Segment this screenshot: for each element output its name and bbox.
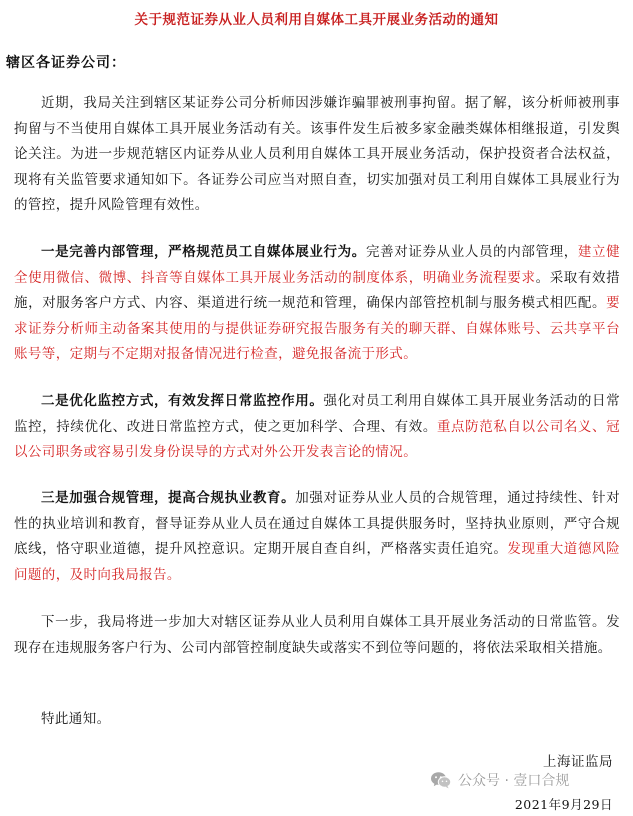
highlighted-requirement: 重点防范私自以公司名义、冠以公司职务或容易引发身份误导的方式对外公开发表言论的情况。	[14, 418, 621, 460]
paragraph-text: 加强对证券从业人员的合规管理，通过持续性、针对性的执业培训和教育，督导证券从业人员在通过自媒体工具提供服务时，坚持执业原则，严守合规底线，恪守职业道德，提升风控意识。定期开展自查自纠，严格落实责任追究。	[14, 490, 620, 557]
paragraph-internal-management	[14, 240, 620, 368]
salutation: 辖区各证券公司：	[6, 55, 126, 71]
highlighted-requirement: 发现重大道德风险问题的，及时向我局报告。	[14, 541, 621, 583]
paragraph-text: 完善对证券从业人员的内部管理，	[365, 244, 578, 260]
paragraph-text: 强化对员工利用自媒体工具开展业务活动的日常监控，持续优化、改进日常监控方式，使之更加科学、合理、有效。	[14, 393, 620, 435]
paragraph-compliance	[14, 486, 620, 588]
document-title: 关于规范证券从业人员利用自媒体工具开展业务活动的通知	[134, 12, 499, 28]
paragraph-text: 。采取有效措施，对服务客户方式、内容、渠道进行统一规范和管理，确保内部管控机制与服务模式相匹配。	[14, 269, 620, 311]
paragraph-heading: 二是优化监控方式，有效发挥日常监控作用。	[41, 393, 324, 409]
wechat-icon	[430, 771, 452, 789]
paragraph-heading: 三是加强合规管理，提高合规执业教育。	[41, 490, 296, 506]
paragraph-next-steps: 下一步，我局将进一步加大对辖区证券从业人员利用自媒体工具开展业务活动的日常监管。发现存在违规服务客户行为、公司内部管控制度缺失或落实不到位等问题的，将依法采取相关措施。	[14, 614, 620, 656]
watermark-text: 公众号 · 壹口合规	[458, 773, 570, 789]
paragraph-heading: 一是完善内部管理，严格规范员工自媒体展业行为。	[41, 244, 366, 260]
highlighted-requirement: 要求证券分析师主动备案其使用的与提供证券研究报告服务有关的聊天群、自媒体账号、云共享平台账号等，定期与不定期对报备情况进行检查，避免报备流于形式。	[14, 295, 620, 362]
paragraph-closing: 特此通知。	[41, 711, 111, 727]
watermark	[430, 770, 569, 790]
document-date: 2021年9月29日	[514, 797, 613, 812]
signature: 上海证监局	[543, 754, 613, 770]
highlighted-requirement: 建立健全使用微信、微博、抖音等自媒体工具开展业务活动的制度体系，明确业务流程要求	[14, 244, 621, 286]
paragraph-intro: 近期，我局关注到辖区某证券公司分析师因涉嫌诈骗罪被刑事拘留。据了解，该分析师被刑事拘留与不当使用自媒体工具开展业务活动有关。该事件发生后被多家金融类媒体相继报道，引发舆论关注。为进一步规范辖区内证券从业人员利用自媒体工具开展业务活动，保护投资者合法权益，现将有关监管要求通知如下。各证券公司应当对照自查，切实加强对员工利用自媒体工具展业行为的管控，提升风险管理有效性。	[14, 95, 620, 213]
paragraph-monitoring	[14, 389, 620, 466]
